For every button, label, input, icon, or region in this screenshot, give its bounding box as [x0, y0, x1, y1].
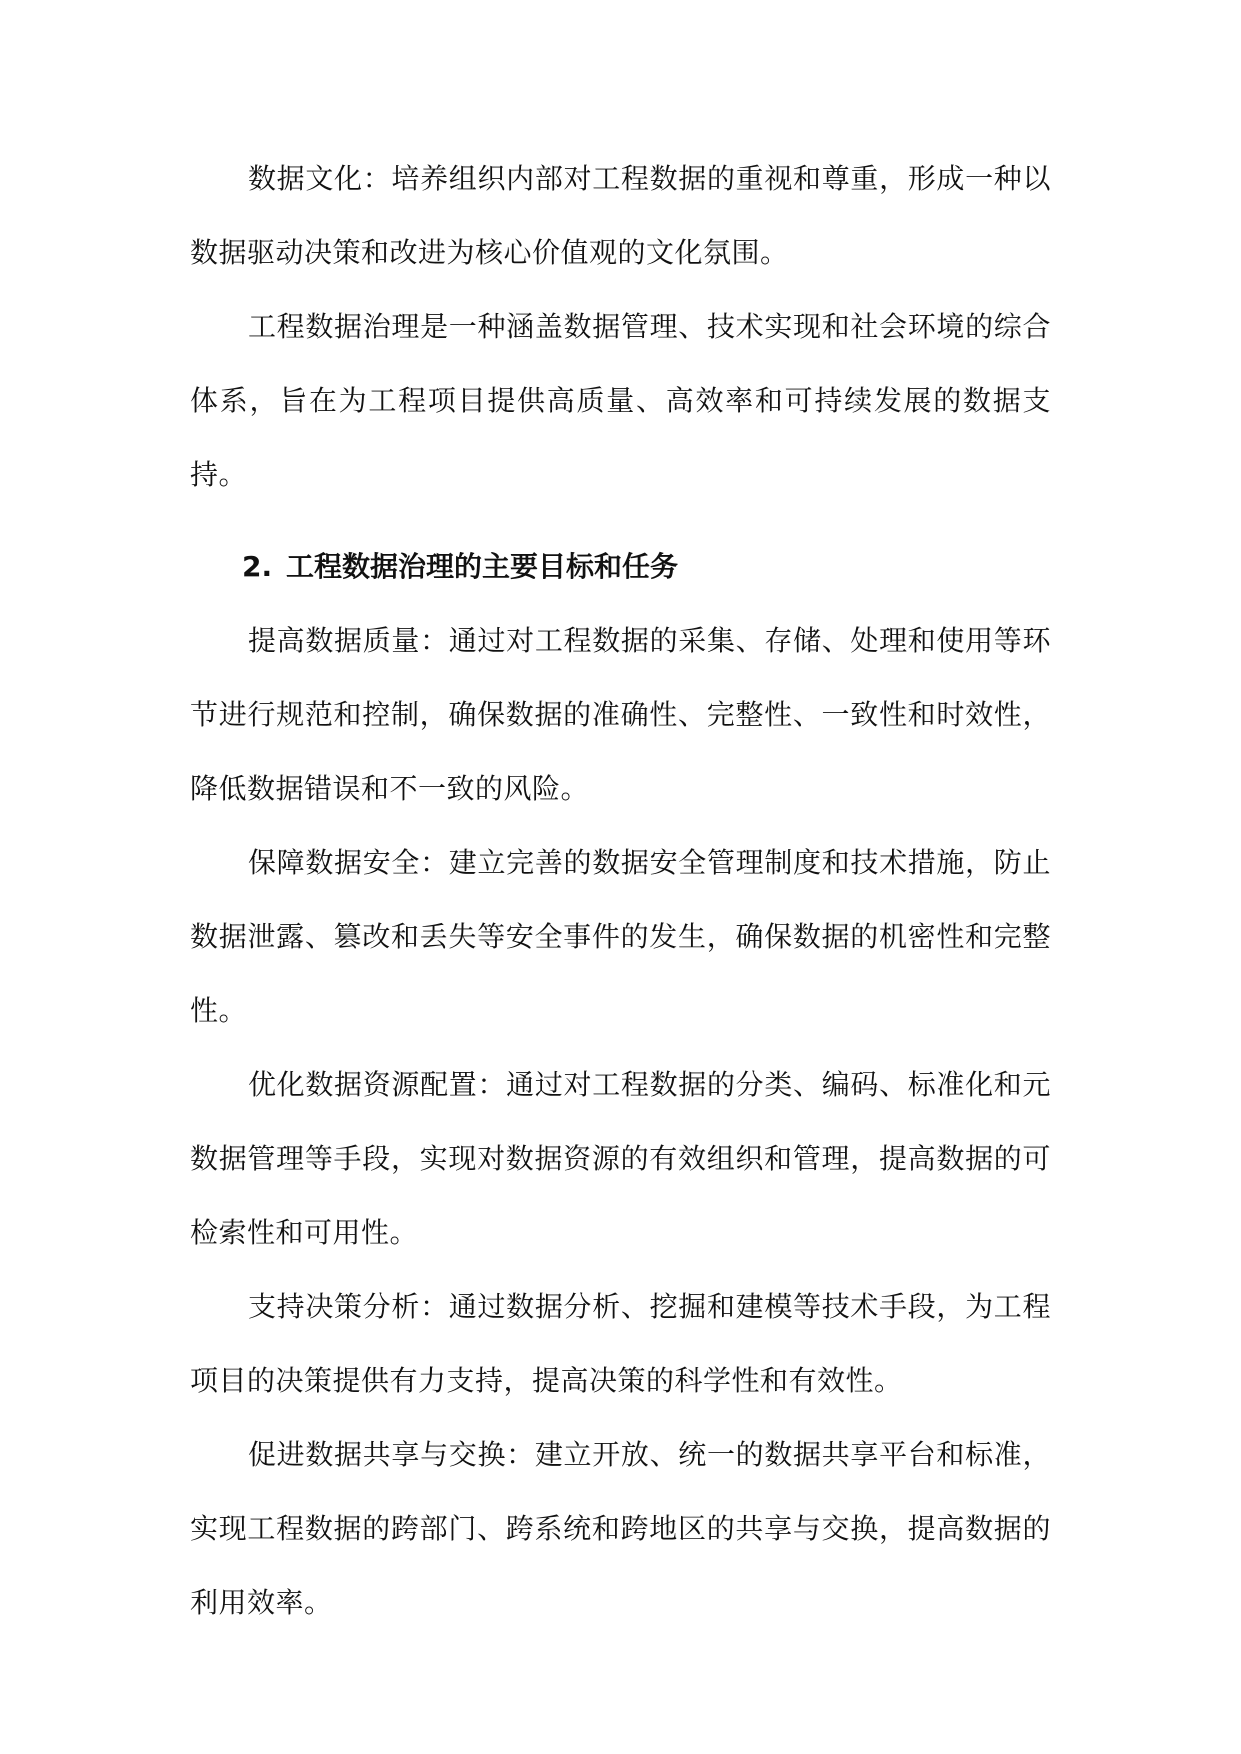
paragraph-resource-allocation: 优化数据资源配置：通过对工程数据的分类、编码、标准化和元数据管理等手段，实现对数据资源的有效组织和管理，提高数据的可检索性和可用性。 [190, 1068, 1051, 1249]
section-number: 2. [242, 550, 273, 583]
paragraph-data-sharing: 促进数据共享与交换：建立开放、统一的数据共享平台和标准，实现工程数据的跨部门、跨系统和跨地区的共享与交换，提高数据的利用效率。 [190, 1438, 1051, 1619]
paragraph-data-quality: 提高数据质量：通过对工程数据的采集、存储、处理和使用等环节进行规范和控制，确保数据的准确性、完整性、一致性和时效性，降低数据错误和不一致的风险。 [190, 624, 1051, 805]
paragraph-governance-summary: 工程数据治理是一种涵盖数据管理、技术实现和社会环境的综合体系，旨在为工程项目提供高质量、高效率和可持续发展的数据支持。 [190, 310, 1051, 491]
section-heading [190, 530, 1051, 604]
section-title: 工程数据治理的主要目标和任务 [286, 550, 679, 583]
paragraph-data-security: 保障数据安全：建立完善的数据安全管理制度和技术措施，防止数据泄露、篡改和丢失等安全事件的发生，确保数据的机密性和完整性。 [190, 846, 1051, 1027]
document-body [190, 142, 1051, 1640]
paragraph-decision-support: 支持决策分析：通过数据分析、挖掘和建模等技术手段，为工程项目的决策提供有力支持，提高决策的科学性和有效性。 [190, 1290, 1051, 1397]
paragraph-data-culture: 数据文化：培养组织内部对工程数据的重视和尊重，形成一种以数据驱动决策和改进为核心价值观的文化氛围。 [190, 162, 1051, 269]
